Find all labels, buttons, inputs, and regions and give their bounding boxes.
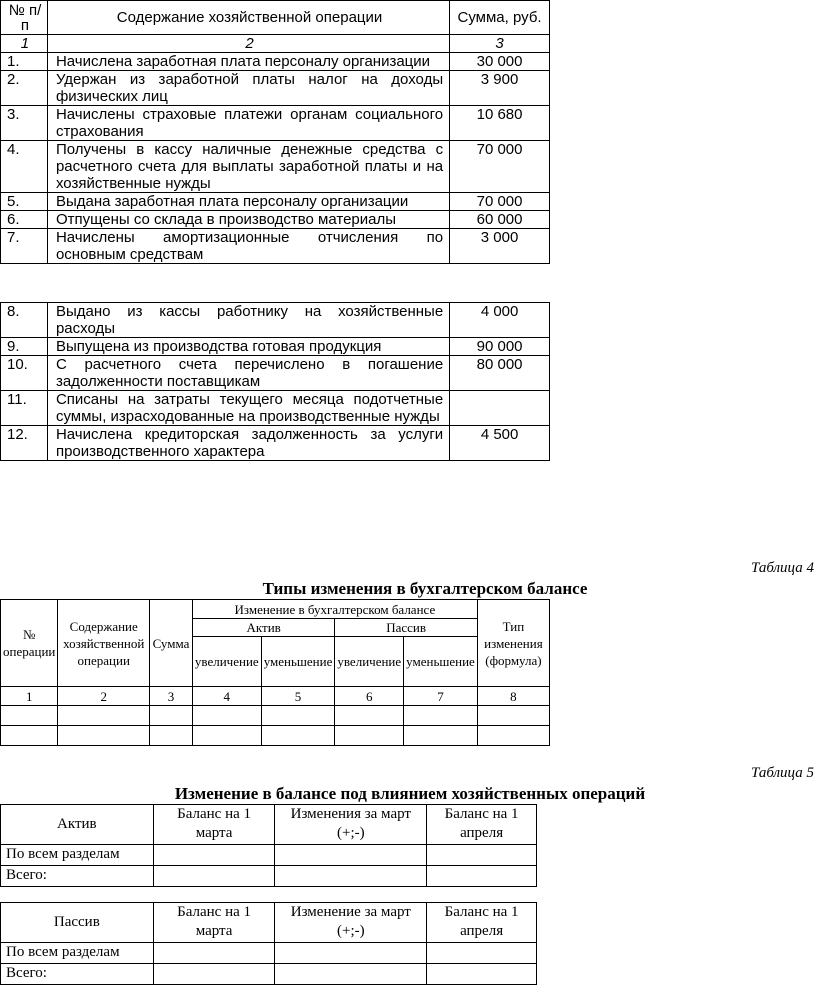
liability-change-table — [0, 902, 537, 985]
t4-header-type: Тип изменения (формула) — [477, 600, 549, 687]
table-row — [1, 391, 550, 426]
row-number: 7. — [1, 229, 48, 264]
row-number: 6. — [1, 211, 48, 229]
t4-header-num: № операции — [1, 600, 58, 687]
table-row — [1, 356, 550, 391]
table5-title: Изменение в балансе под влиянием хозяйственных операций — [174, 784, 646, 803]
t4-empty-row — [1, 726, 550, 746]
row-amount: 3 000 — [450, 229, 550, 264]
row-amount: 4 000 — [450, 303, 550, 338]
t4-empty-row — [1, 706, 550, 726]
table4-caption: Таблица 4 — [751, 560, 814, 576]
liability-row-all-sections: По всем разделам — [1, 943, 154, 964]
asset-col-march: Баланс на 1 марта — [153, 805, 275, 845]
liability-row-total: Всего: — [1, 964, 154, 985]
asset-row-total: Всего: — [1, 866, 154, 887]
row-number: 1. — [1, 53, 48, 71]
row-amount: 3 900 — [450, 71, 550, 106]
index-cell: 4 — [192, 687, 261, 706]
index-row — [1, 35, 550, 53]
table-row — [1, 53, 550, 71]
row-description: Начислена кредиторская задолженность за услуги производственного характера — [47, 426, 449, 461]
t4-active-increase: увеличение — [192, 637, 261, 687]
row-number: 10. — [1, 356, 48, 391]
t4-header-change: Изменение в бухгалтерском балансе — [192, 600, 477, 619]
t4-header-content: Содержание хозяйственной операции — [58, 600, 150, 687]
table5-caption: Таблица 5 — [751, 765, 814, 781]
table4-title: Типы изменения в бухгалтерском балансе — [262, 579, 588, 598]
index-cell: 1 — [1, 35, 48, 53]
index-cell: 3 — [450, 35, 550, 53]
row-number: 4. — [1, 141, 48, 193]
index-cell: 6 — [335, 687, 404, 706]
t4-passive-increase: увеличение — [335, 637, 404, 687]
row-description: Получены в кассу наличные денежные средства с расчетного счета для выплаты заработной платы и на хозяйственные нужды — [47, 141, 449, 193]
index-cell: 5 — [261, 687, 335, 706]
operations-table-continued — [0, 302, 550, 461]
index-cell: 8 — [477, 687, 549, 706]
row-description: Отпущены со склада в производство материалы — [47, 211, 449, 229]
row-amount: 30 000 — [450, 53, 550, 71]
asset-row-all-sections: По всем разделам — [1, 845, 154, 866]
table-row — [1, 211, 550, 229]
row-number: 9. — [1, 338, 48, 356]
t4-header-sum: Сумма — [150, 600, 193, 687]
row-description: Выпущена из производства готовая продукция — [47, 338, 449, 356]
row-description: Начислены страховые платежи органам социального страхования — [47, 106, 449, 141]
row-number: 11. — [1, 391, 48, 426]
header-sum: Сумма, руб. — [450, 1, 550, 35]
table-row — [1, 303, 550, 338]
row-number: 12. — [1, 426, 48, 461]
t4-active-decrease: уменьшение — [261, 637, 335, 687]
row-amount — [450, 391, 550, 426]
row-amount: 70 000 — [450, 141, 550, 193]
index-cell: 3 — [150, 687, 193, 706]
row-description: Выдана заработная плата персоналу организации — [47, 193, 449, 211]
header-content: Содержание хозяйственной операции — [47, 1, 449, 35]
row-description: С расчетного счета перечислено в погашение задолженности поставщикам — [47, 356, 449, 391]
row-amount: 10 680 — [450, 106, 550, 141]
asset-label: Актив — [1, 805, 154, 845]
index-cell: 2 — [58, 687, 150, 706]
row-number: 2. — [1, 71, 48, 106]
table-header-row — [1, 1, 550, 35]
liability-col-april: Баланс на 1 апреля — [427, 903, 537, 943]
t4-index-row — [1, 687, 550, 706]
row-number: 3. — [1, 106, 48, 141]
row-amount: 4 500 — [450, 426, 550, 461]
table-row — [1, 229, 550, 264]
asset-col-change: Изменения за март (+;-) — [275, 805, 427, 845]
t4-header-passive: Пассив — [335, 619, 477, 637]
liability-col-march: Баланс на 1 марта — [153, 903, 275, 943]
liability-label: Пассив — [1, 903, 154, 943]
table-row — [1, 193, 550, 211]
index-cell: 2 — [47, 35, 449, 53]
row-description: Начислены амортизационные отчисления по основным средствам — [47, 229, 449, 264]
row-number: 5. — [1, 193, 48, 211]
liability-col-change: Изменение за март (+;-) — [275, 903, 427, 943]
balance-change-types-table — [0, 599, 550, 746]
row-number: 8. — [1, 303, 48, 338]
table-row — [1, 106, 550, 141]
index-cell: 1 — [1, 687, 58, 706]
row-amount: 60 000 — [450, 211, 550, 229]
operations-table — [0, 0, 550, 264]
t4-passive-decrease: уменьшение — [404, 637, 478, 687]
row-description: Списаны на затраты текущего месяца подотчетные суммы, израсходованные на производственные нужды — [47, 391, 449, 426]
row-amount: 80 000 — [450, 356, 550, 391]
t4-header-active: Актив — [192, 619, 334, 637]
table-row — [1, 141, 550, 193]
table-row — [1, 338, 550, 356]
asset-change-table — [0, 804, 537, 887]
row-description: Начислена заработная плата персоналу организации — [47, 53, 449, 71]
row-description: Выдано из кассы работнику на хозяйственные расходы — [47, 303, 449, 338]
row-amount: 70 000 — [450, 193, 550, 211]
table-row — [1, 426, 550, 461]
row-description: Удержан из заработной платы налог на доходы физических лиц — [47, 71, 449, 106]
table-row — [1, 71, 550, 106]
row-amount: 90 000 — [450, 338, 550, 356]
index-cell: 7 — [404, 687, 478, 706]
header-num: № п/п — [1, 1, 48, 35]
asset-col-april: Баланс на 1 апреля — [427, 805, 537, 845]
